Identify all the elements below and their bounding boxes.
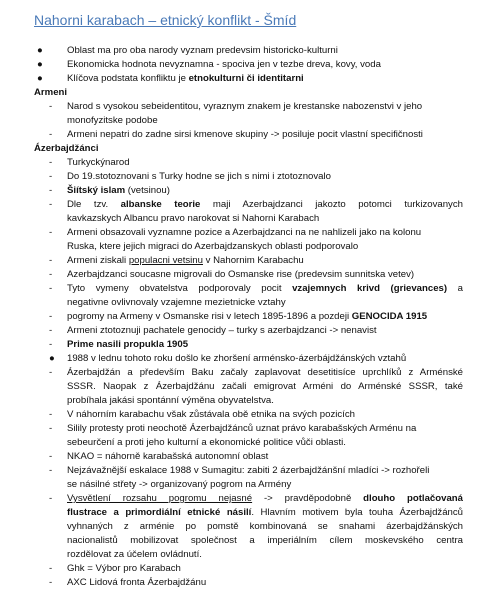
azer-item-positions-cont: Ruska, ktere jejich migraci do Azerbajdzanskych oblasti podporovalo <box>67 241 359 252</box>
dash-marker: - <box>49 339 53 350</box>
azer-item-positions: Armeni obsazovali vyznamne pozice a Azerbajdzanci na ne nahlizeli jako na kolonu <box>67 227 422 238</box>
majority-underlined: populacni vetsinu <box>128 255 203 266</box>
azer-item-majority <box>67 255 304 266</box>
azer-item-pogroms <box>67 311 427 322</box>
intro-bullet-2: Ekonomicka hodnota nevyznamna - spociva jen v tezbe dreva, kovy, voda <box>67 59 381 70</box>
dash-marker: - <box>49 493 53 504</box>
dash-marker: - <box>49 311 53 322</box>
grievances-c: a <box>447 283 463 294</box>
intro-bullet-1: Oblast ma pro oba narody vyznam predevsim historicko-kulturni <box>67 45 338 56</box>
dash-marker: - <box>49 255 53 266</box>
genocide-bold: GENOCIDA 1915 <box>351 311 428 322</box>
azer-item-axc: AXC Lidová fronta Ázerbajdžánu <box>67 577 207 588</box>
azer-item-albanian <box>67 199 463 210</box>
azer-item-explanation-cont-1 <box>67 507 463 518</box>
azer-item-baku: Ázerbajdžán a především Baku začaly zaplavovat desetitisíce uprchlíků z Arménské <box>67 367 463 378</box>
dash-marker: - <box>49 325 53 336</box>
grievances-bold: vzajemnych krivd (grievances) <box>292 283 448 294</box>
dash-marker: - <box>49 465 53 476</box>
azer-item-nkao: NKAO = náhorně karabašská autonomní oblast <box>67 451 269 462</box>
azer-item-ghk: Ghk = Výbor pro Karabach <box>67 563 181 574</box>
azer-item-ottoman: Azerbajdzanci soucasne migrovali do Osmanske rise (predevsim sunnitska vetev) <box>67 269 415 280</box>
armeni-item-1: Narod s vysokou sebeidentitou, vyraznym znakem je krestanske nabozenstvi v jeho <box>67 101 423 112</box>
dash-marker: - <box>49 283 53 294</box>
shia-rest: (vetsinou) <box>125 185 170 196</box>
azer-item-explanation-cont-4: rozdělovat za účelem ovládnutí. <box>67 549 202 560</box>
azer-item-baku-cont-1: SSSR. Naopak z Ázerbajdžánu začali emigrovat Arméni do Arménské SSSR, také <box>67 381 463 392</box>
dash-marker: - <box>49 409 53 420</box>
dash-marker: - <box>49 367 53 378</box>
azer-item-turkic: Turkyckýnarod <box>67 157 130 168</box>
dash-marker: - <box>49 563 53 574</box>
bullet-dot: ● <box>37 59 43 70</box>
dash-marker: - <box>49 227 53 238</box>
dash-marker: - <box>49 199 53 210</box>
dash-marker: - <box>49 185 53 196</box>
explanation-bold-2: flustrace a primordiální etnické násilí <box>67 507 252 518</box>
azer-item-both-groups: V náhorním karabachu však zůstávala obě etnika na svých pozicích <box>67 409 355 420</box>
dash-marker: - <box>49 577 53 588</box>
majority-a: Armeni ziskali <box>67 255 129 266</box>
azer-item-explanation <box>67 493 463 504</box>
explanation-underlined: Vysvětlení rozsahu pogromu nejasné <box>67 493 253 504</box>
azer-item-grievances-cont: negativne ovlivnovaly vzajemne mezietnicke vztahy <box>67 297 286 308</box>
document-title: Nahorni karabach – etnický konflikt - Šmíd <box>34 12 297 28</box>
azer-item-shia <box>67 185 170 196</box>
dash-marker: - <box>49 101 53 112</box>
azer-item-explanation-cont-2: vyhnaných z arménie po pomstě kombinovaná se snahami ázerbajdžánských <box>67 521 463 532</box>
bullet-dot: ● <box>37 45 43 56</box>
heading-armeni: Armeni <box>34 87 68 98</box>
albanian-a: Dle tzv. <box>67 199 121 210</box>
bullet-dot: ● <box>49 353 55 364</box>
armeni-item-2: Armeni nepatri do zadne sirsi kmenove skupiny -> posiluje pocit vlastní specifičnosti <box>67 129 423 140</box>
armeni-item-1-cont: monofyzitske podobe <box>67 115 158 126</box>
dash-marker: - <box>49 451 53 462</box>
bullet-dot: ● <box>37 73 43 84</box>
azer-item-first-violence: Prime nasili propukla 1905 <box>67 339 189 350</box>
albanian-c: maji Azerbajdzanci jakozto potomci turkizovanych <box>200 199 463 210</box>
intro-bullet-3-bold: etnokulturni či identitarni <box>188 73 304 84</box>
grievances-a: Tyto vymeny obvatelstva podporovaly pocit <box>67 283 293 294</box>
heading-azerbajdzanci: Ázerbajdžánci <box>34 143 99 154</box>
albanian-bold: albanske teorie <box>120 199 201 210</box>
intro-bullet-3 <box>67 73 304 84</box>
azer-item-1988: 1988 v lednu tohoto roku došlo ke zhoršení arménsko-ázerbájdžánských vztahů <box>67 353 407 364</box>
dash-marker: - <box>49 157 53 168</box>
azer-item-explanation-cont-3: nacionalistů mobilizovat společnost a imperiálním cílem moskevského centra <box>67 535 463 546</box>
azer-item-albanian-cont: kavkazskych Albancu pravo narokovat si Nahorni Karabach <box>67 213 320 224</box>
azer-item-baku-cont-2: probíhala jakási spontánní výměna obyvatelstva. <box>67 395 274 406</box>
azer-item-sumgait: Nejzávažnější eskalace 1988 v Sumagitu: zabiti 2 ázerbajdžánšní mladíci -> rozhořeli <box>67 465 430 476</box>
azer-item-sumgait-cont: se násilné střety -> organizovaný pogrom na Armény <box>67 479 292 490</box>
explanation-c: . Hlavním motivem byla touha Ázerbajdžánců <box>251 507 463 518</box>
azer-item-19th: Do 19.stotoznovani s Turky hodne se jich s nimi i ztotoznovalo <box>67 171 331 182</box>
dash-marker: - <box>49 171 53 182</box>
azer-item-genocide-blame: Armeni ztotoznuji pachatele genocidy – turky s azerbajdzanci -> nenavist <box>67 325 377 336</box>
dash-marker: - <box>49 269 53 280</box>
majority-c: v Nahornim Karabachu <box>202 255 304 266</box>
azer-item-protests: Silily protesty proti neochotě Ázerbajdžánců uznat právo karabašských Arménu na <box>67 423 417 434</box>
explanation-bold-1: dlouho potlačovaná <box>363 493 463 504</box>
azer-item-protests-cont: sebeurčení a proti jeho kulturní a ekonomické politice vůči oblasti. <box>67 437 346 448</box>
dash-marker: - <box>49 129 53 140</box>
shia-bold: Šiítský islam <box>67 185 126 196</box>
intro-bullet-3-text: Klíčova podstata konfliktu je <box>67 73 189 84</box>
dash-marker: - <box>49 423 53 434</box>
pogrom-a: pogromy na Armeny v Osmanske risi v letech 1895-1896 a pozdeji <box>67 311 352 322</box>
azer-item-grievances <box>67 283 463 294</box>
explanation-b: -> pravděpodobně <box>252 493 364 504</box>
